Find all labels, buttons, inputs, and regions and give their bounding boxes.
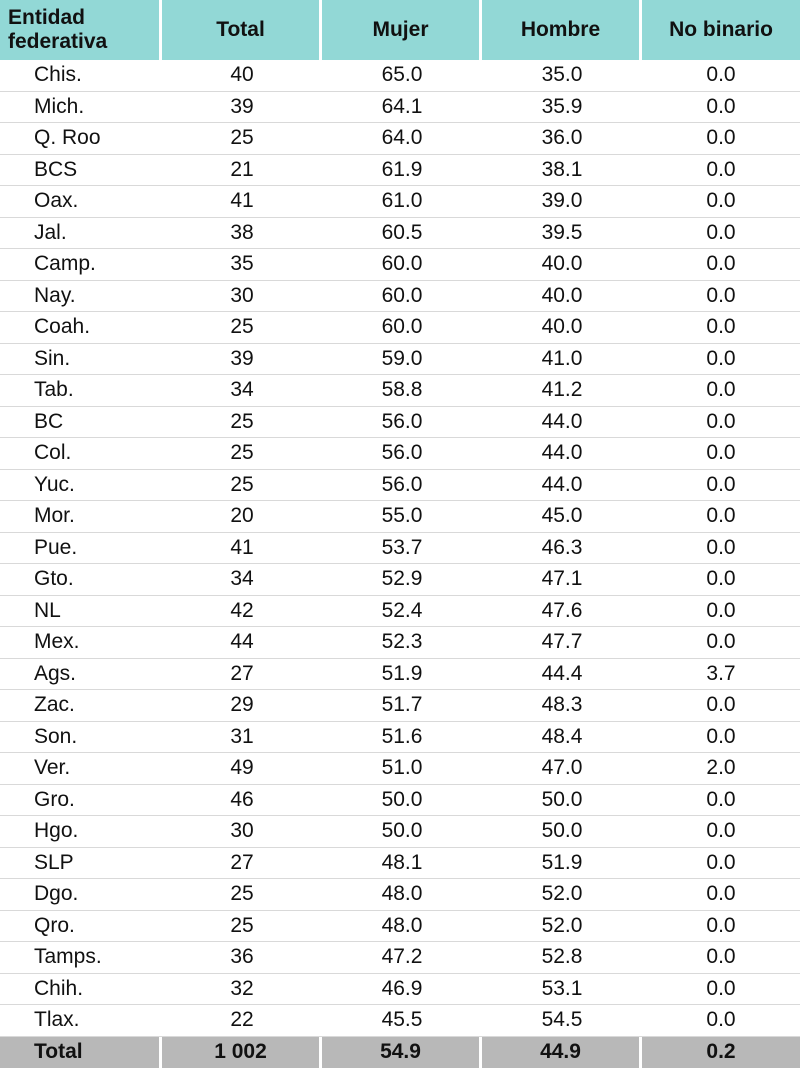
cell-mujer: 48.0	[322, 879, 482, 911]
table-row	[0, 60, 800, 92]
cell-mujer: 50.0	[322, 816, 482, 848]
cell-total: 49	[162, 753, 322, 785]
table-row	[0, 879, 800, 911]
cell-no-binario: 0.0	[642, 785, 800, 817]
cell-no-binario: 0.0	[642, 533, 800, 565]
cell-total: 46	[162, 785, 322, 817]
cell-mujer: 65.0	[322, 60, 482, 92]
cell-no-binario: 0.0	[642, 974, 800, 1006]
cell-no-binario: 0.0	[642, 879, 800, 911]
table-row	[0, 785, 800, 817]
cell-entidad: Hgo.	[0, 816, 162, 848]
cell-entidad: Mor.	[0, 501, 162, 533]
table-row	[0, 753, 800, 785]
cell-entidad: Tab.	[0, 375, 162, 407]
table-row	[0, 470, 800, 502]
cell-total: 22	[162, 1005, 322, 1037]
table-row	[0, 596, 800, 628]
cell-entidad: Qro.	[0, 911, 162, 943]
cell-entidad: Tamps.	[0, 942, 162, 974]
total-hombre: 44.9	[482, 1037, 642, 1068]
cell-total: 40	[162, 60, 322, 92]
cell-hombre: 36.0	[482, 123, 642, 155]
cell-total: 25	[162, 911, 322, 943]
cell-total: 30	[162, 281, 322, 313]
total-row	[0, 1037, 800, 1068]
cell-entidad: NL	[0, 596, 162, 628]
cell-hombre: 52.0	[482, 879, 642, 911]
header-hombre: Hombre	[482, 0, 642, 60]
cell-hombre: 46.3	[482, 533, 642, 565]
table-row	[0, 848, 800, 880]
cell-no-binario: 0.0	[642, 596, 800, 628]
cell-total: 44	[162, 627, 322, 659]
cell-mujer: 46.9	[322, 974, 482, 1006]
cell-hombre: 53.1	[482, 974, 642, 1006]
cell-no-binario: 0.0	[642, 218, 800, 250]
cell-mujer: 47.2	[322, 942, 482, 974]
cell-hombre: 47.6	[482, 596, 642, 628]
cell-hombre: 48.3	[482, 690, 642, 722]
cell-mujer: 56.0	[322, 438, 482, 470]
cell-entidad: Gto.	[0, 564, 162, 596]
cell-total: 31	[162, 722, 322, 754]
cell-mujer: 61.0	[322, 186, 482, 218]
cell-total: 39	[162, 344, 322, 376]
cell-mujer: 52.3	[322, 627, 482, 659]
table-row	[0, 533, 800, 565]
cell-mujer: 52.4	[322, 596, 482, 628]
cell-no-binario: 0.0	[642, 92, 800, 124]
cell-hombre: 39.5	[482, 218, 642, 250]
cell-entidad: Oax.	[0, 186, 162, 218]
cell-hombre: 50.0	[482, 785, 642, 817]
cell-hombre: 40.0	[482, 249, 642, 281]
cell-no-binario: 0.0	[642, 312, 800, 344]
cell-entidad: Zac.	[0, 690, 162, 722]
cell-entidad: Dgo.	[0, 879, 162, 911]
table-row	[0, 375, 800, 407]
table-row	[0, 186, 800, 218]
table-row	[0, 92, 800, 124]
cell-no-binario: 0.0	[642, 470, 800, 502]
cell-entidad: Son.	[0, 722, 162, 754]
header-total: Total	[162, 0, 322, 60]
cell-no-binario: 0.0	[642, 722, 800, 754]
cell-hombre: 35.9	[482, 92, 642, 124]
cell-hombre: 44.0	[482, 438, 642, 470]
table-row	[0, 942, 800, 974]
cell-mujer: 64.0	[322, 123, 482, 155]
total-count: 1 002	[162, 1037, 322, 1068]
cell-no-binario: 0.0	[642, 155, 800, 187]
table-row	[0, 659, 800, 691]
cell-no-binario: 0.0	[642, 375, 800, 407]
cell-no-binario: 0.0	[642, 942, 800, 974]
cell-no-binario: 0.0	[642, 627, 800, 659]
cell-no-binario: 0.0	[642, 186, 800, 218]
cell-total: 30	[162, 816, 322, 848]
cell-no-binario: 0.0	[642, 249, 800, 281]
cell-hombre: 47.1	[482, 564, 642, 596]
table-row	[0, 344, 800, 376]
cell-total: 34	[162, 564, 322, 596]
cell-entidad: Ver.	[0, 753, 162, 785]
cell-entidad: Pue.	[0, 533, 162, 565]
cell-hombre: 44.4	[482, 659, 642, 691]
cell-entidad: Col.	[0, 438, 162, 470]
cell-no-binario: 0.0	[642, 501, 800, 533]
cell-hombre: 51.9	[482, 848, 642, 880]
table-row	[0, 627, 800, 659]
cell-total: 41	[162, 533, 322, 565]
table-row	[0, 312, 800, 344]
cell-total: 42	[162, 596, 322, 628]
table-row	[0, 407, 800, 439]
cell-hombre: 35.0	[482, 60, 642, 92]
cell-no-binario: 0.0	[642, 438, 800, 470]
cell-mujer: 52.9	[322, 564, 482, 596]
table-row	[0, 501, 800, 533]
cell-entidad: Ags.	[0, 659, 162, 691]
table-row	[0, 438, 800, 470]
cell-total: 29	[162, 690, 322, 722]
cell-mujer: 56.0	[322, 470, 482, 502]
table-row	[0, 816, 800, 848]
cell-entidad: Camp.	[0, 249, 162, 281]
header-entidad-federativa	[0, 0, 162, 60]
total-no-binario: 0.2	[642, 1037, 800, 1068]
cell-mujer: 51.0	[322, 753, 482, 785]
cell-no-binario: 0.0	[642, 911, 800, 943]
cell-entidad: Gro.	[0, 785, 162, 817]
cell-total: 35	[162, 249, 322, 281]
cell-mujer: 56.0	[322, 407, 482, 439]
cell-hombre: 48.4	[482, 722, 642, 754]
cell-hombre: 52.0	[482, 911, 642, 943]
cell-hombre: 52.8	[482, 942, 642, 974]
cell-mujer: 48.1	[322, 848, 482, 880]
cell-entidad: BC	[0, 407, 162, 439]
total-mujer: 54.9	[322, 1037, 482, 1068]
cell-total: 36	[162, 942, 322, 974]
cell-hombre: 47.7	[482, 627, 642, 659]
cell-total: 25	[162, 470, 322, 502]
cell-hombre: 40.0	[482, 312, 642, 344]
cell-no-binario: 0.0	[642, 1005, 800, 1037]
cell-total: 25	[162, 407, 322, 439]
cell-no-binario: 0.0	[642, 564, 800, 596]
cell-hombre: 39.0	[482, 186, 642, 218]
cell-no-binario: 0.0	[642, 281, 800, 313]
cell-hombre: 41.0	[482, 344, 642, 376]
cell-mujer: 59.0	[322, 344, 482, 376]
cell-total: 27	[162, 659, 322, 691]
cell-total: 41	[162, 186, 322, 218]
cell-total: 27	[162, 848, 322, 880]
header-mujer: Mujer	[322, 0, 482, 60]
table-row	[0, 249, 800, 281]
cell-hombre: 44.0	[482, 407, 642, 439]
cell-hombre: 38.1	[482, 155, 642, 187]
header-entidad-line2: federativa	[8, 30, 108, 53]
cell-no-binario: 0.0	[642, 407, 800, 439]
cell-entidad: Mex.	[0, 627, 162, 659]
table-header	[0, 0, 800, 60]
cell-no-binario: 0.0	[642, 60, 800, 92]
cell-no-binario: 0.0	[642, 690, 800, 722]
cell-hombre: 40.0	[482, 281, 642, 313]
cell-mujer: 55.0	[322, 501, 482, 533]
cell-mujer: 58.8	[322, 375, 482, 407]
table-body	[0, 60, 800, 1037]
cell-mujer: 48.0	[322, 911, 482, 943]
cell-hombre: 54.5	[482, 1005, 642, 1037]
table-row	[0, 155, 800, 187]
cell-total: 25	[162, 879, 322, 911]
cell-mujer: 60.5	[322, 218, 482, 250]
table-row	[0, 911, 800, 943]
cell-entidad: Coah.	[0, 312, 162, 344]
table-footer	[0, 1037, 800, 1068]
cell-hombre: 41.2	[482, 375, 642, 407]
cell-mujer: 60.0	[322, 312, 482, 344]
header-entidad-line1: Entidad	[8, 6, 85, 29]
cell-hombre: 45.0	[482, 501, 642, 533]
cell-mujer: 60.0	[322, 249, 482, 281]
cell-no-binario: 0.0	[642, 816, 800, 848]
cell-entidad: Chis.	[0, 60, 162, 92]
table-row	[0, 722, 800, 754]
cell-hombre: 47.0	[482, 753, 642, 785]
cell-mujer: 61.9	[322, 155, 482, 187]
cell-entidad: Jal.	[0, 218, 162, 250]
table-row	[0, 1005, 800, 1037]
cell-mujer: 53.7	[322, 533, 482, 565]
table-row	[0, 564, 800, 596]
cell-total: 25	[162, 123, 322, 155]
cell-total: 25	[162, 438, 322, 470]
cell-mujer: 50.0	[322, 785, 482, 817]
header-row	[0, 0, 800, 60]
cell-entidad: SLP	[0, 848, 162, 880]
cell-total: 21	[162, 155, 322, 187]
cell-total: 32	[162, 974, 322, 1006]
cell-mujer: 51.9	[322, 659, 482, 691]
cell-mujer: 51.6	[322, 722, 482, 754]
table-row	[0, 123, 800, 155]
cell-no-binario: 0.0	[642, 344, 800, 376]
cell-entidad: Tlax.	[0, 1005, 162, 1037]
cell-no-binario: 3.7	[642, 659, 800, 691]
cell-no-binario: 2.0	[642, 753, 800, 785]
cell-mujer: 64.1	[322, 92, 482, 124]
cell-entidad: Yuc.	[0, 470, 162, 502]
cell-total: 25	[162, 312, 322, 344]
cell-total: 34	[162, 375, 322, 407]
cell-total: 39	[162, 92, 322, 124]
cell-no-binario: 0.0	[642, 123, 800, 155]
cell-total: 20	[162, 501, 322, 533]
cell-entidad: Q. Roo	[0, 123, 162, 155]
table-row	[0, 281, 800, 313]
total-label: Total	[0, 1037, 162, 1068]
cell-entidad: Nay.	[0, 281, 162, 313]
cell-no-binario: 0.0	[642, 848, 800, 880]
cell-total: 38	[162, 218, 322, 250]
table-row	[0, 974, 800, 1006]
header-no-binario: No binario	[642, 0, 800, 60]
cell-entidad: BCS	[0, 155, 162, 187]
cell-mujer: 60.0	[322, 281, 482, 313]
cell-entidad: Chih.	[0, 974, 162, 1006]
table-row	[0, 690, 800, 722]
cell-entidad: Mich.	[0, 92, 162, 124]
cell-mujer: 45.5	[322, 1005, 482, 1037]
cell-entidad: Sin.	[0, 344, 162, 376]
cell-hombre: 50.0	[482, 816, 642, 848]
cell-mujer: 51.7	[322, 690, 482, 722]
cell-hombre: 44.0	[482, 470, 642, 502]
table-row	[0, 218, 800, 250]
